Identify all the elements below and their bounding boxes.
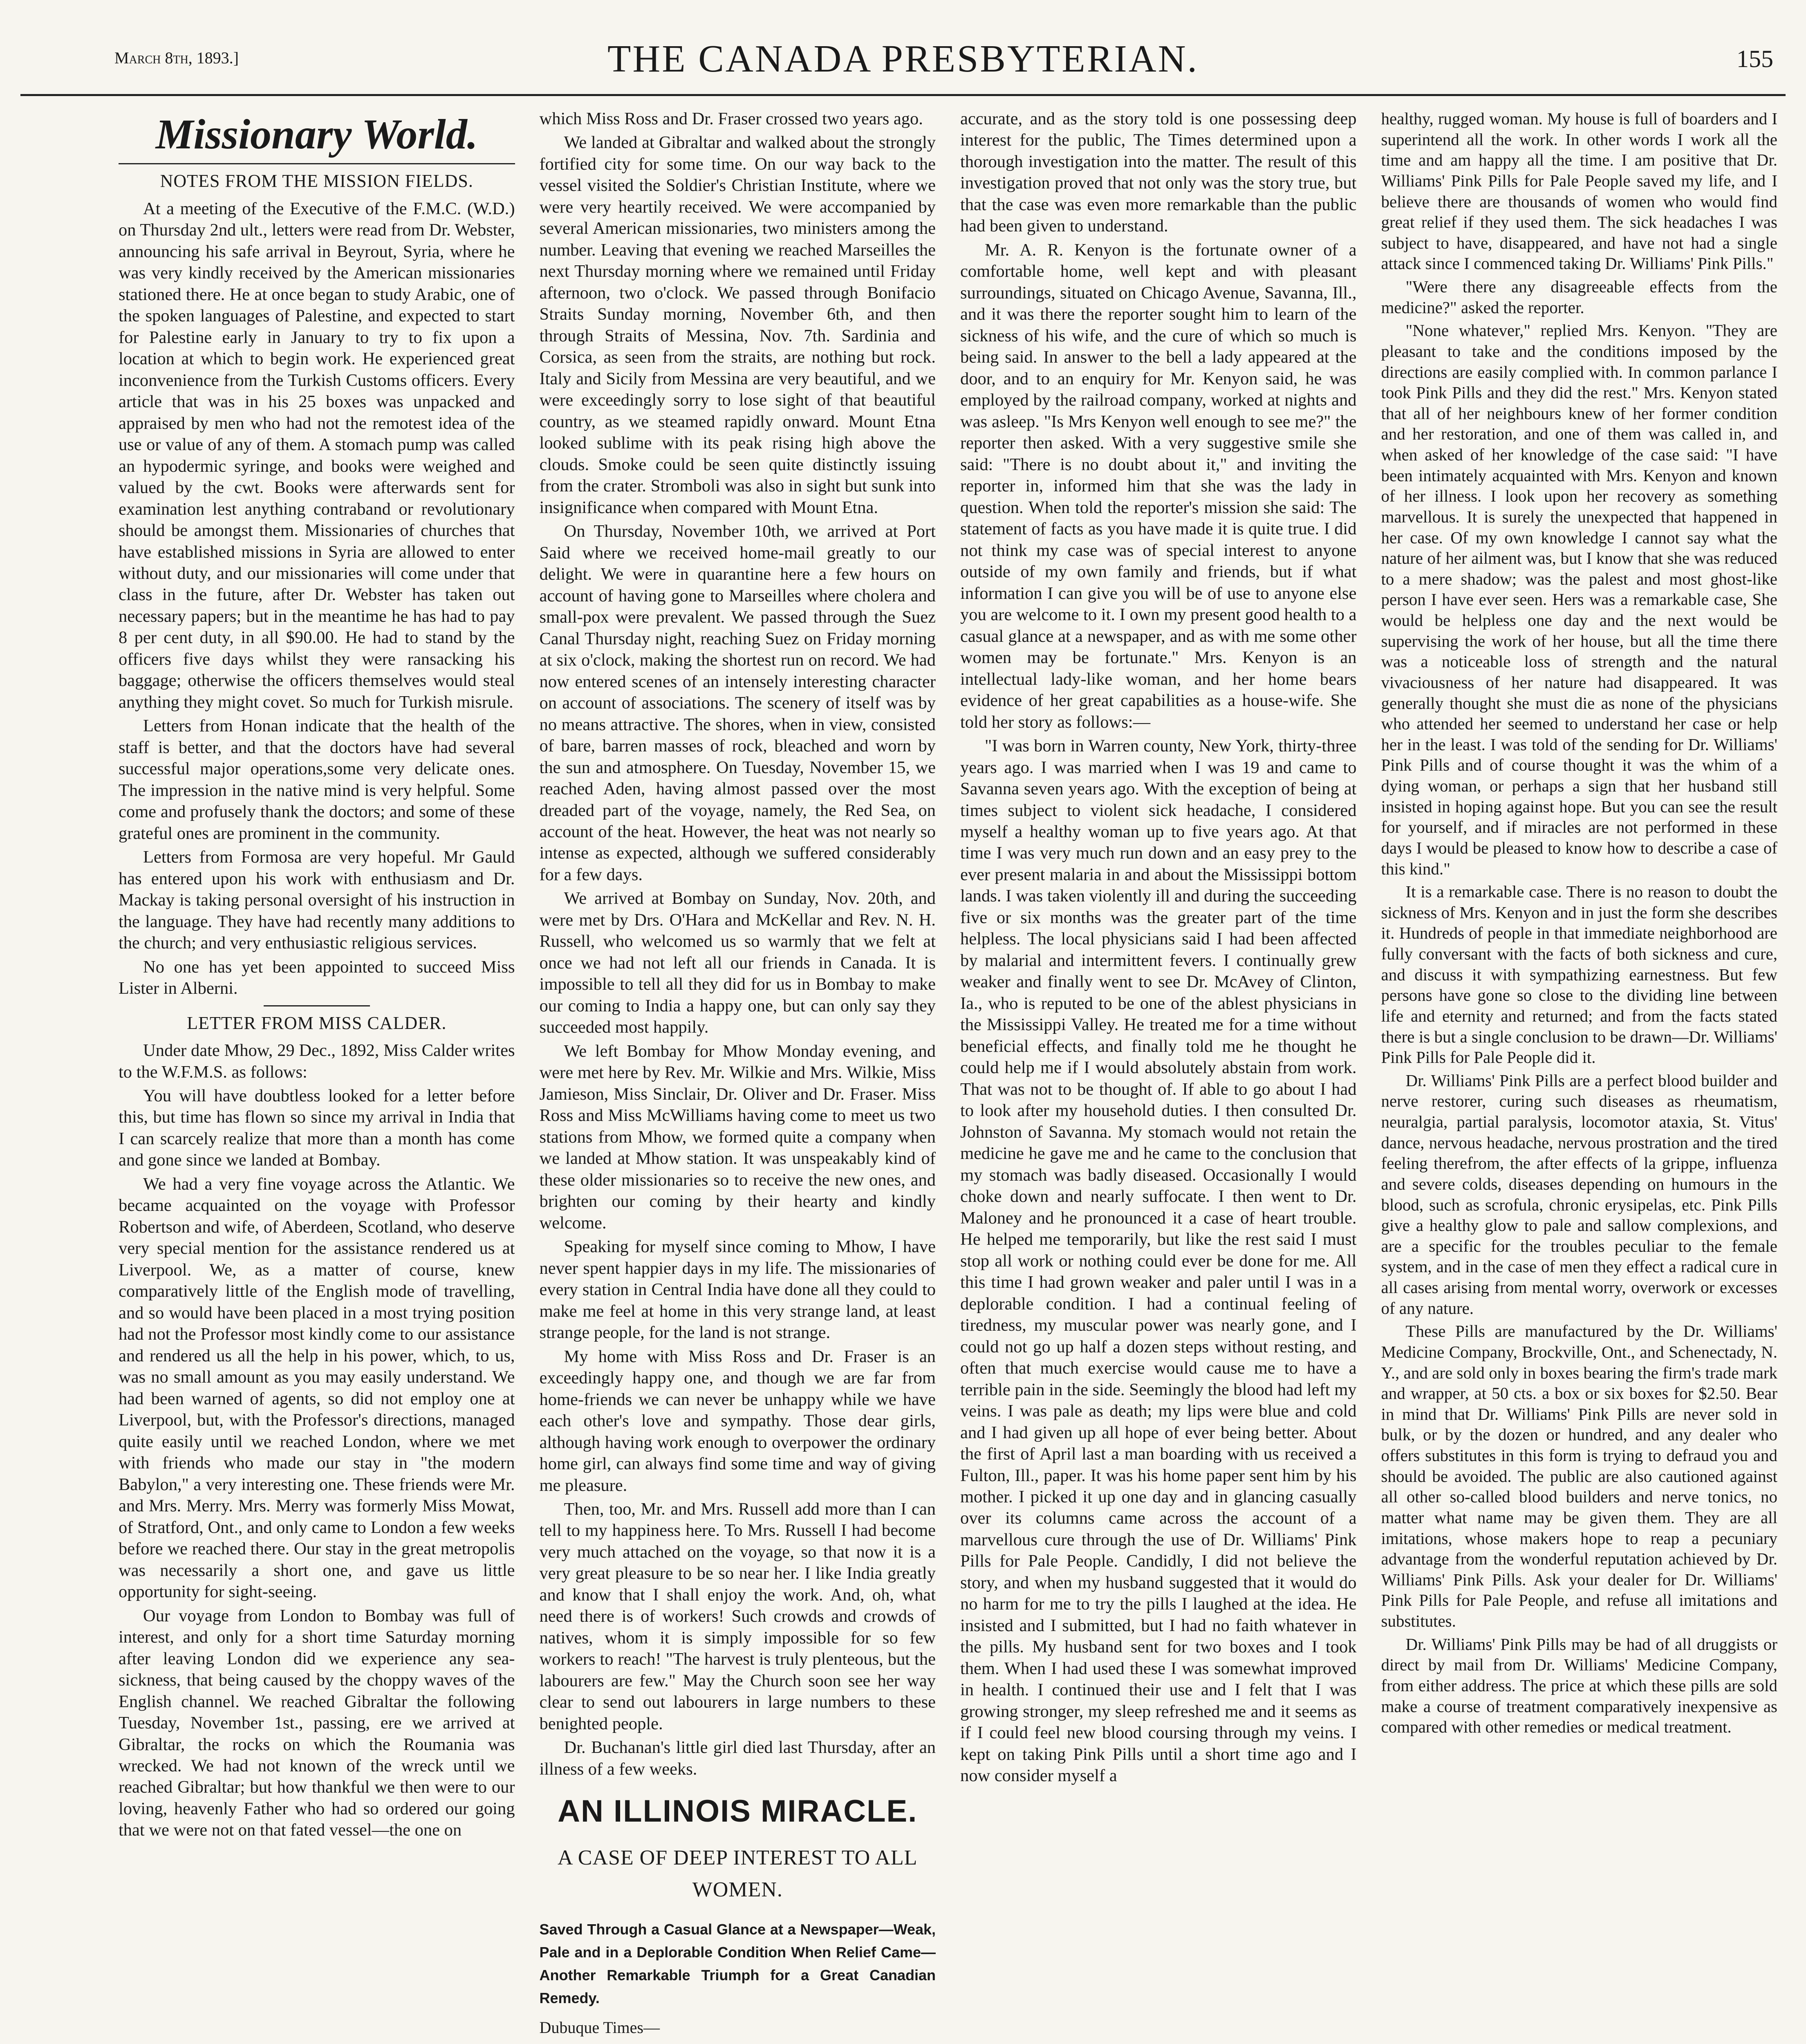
paragraph: Mr. A. R. Kenyon is the fortunate owner of a comfortable home, well kept and with pleasant surroundings, situated on Chicago Avenue, Savanna, Ill., and it was there the reporter sought him to learn of the sickness of his wife, and the cure of which so much is being said. In answer to the bell a lady appeared at the door, and to an enquiry for Mr. Kenyon said, he was employed by the railroad company, worked at nights and was asleep. "Is Mrs Kenyon well enough to see me?" the reporter then asked. With a very suggestive smile she said: "There is no doubt about it," and inviting the reporter in, informed him that she was the lady in question. When told the reporter's mission she said: The statement of facts as you have made it is quite true. I did not think my case was of special interest to anyone outside of my own family and friends, but if what information I can give you will be of use to anyone else you are welcome to it. I own my present good health to a casual glance at a newspaper, and as with me some other women may be fortunate." Mrs. Kenyon is an intellectual lady-like woman, and her home bears evidence of her great capabilities as a house-wife. She told her story as follows:—: [960, 240, 1357, 732]
article-headline: AN ILLINOIS MIRACLE.: [558, 1794, 918, 1829]
paragraph: Dr. Buchanan's little girl died last Thursday, after an illness of a few weeks.: [539, 1738, 936, 1779]
paragraph: It is a remarkable case. There is no reason to doubt the sickness of Mrs. Kenyon and in just the form she describes it. Hundreds of people in that immediate neighborhood are fully conversant with the facts of both sickness and cure, and discuss it with sympathizing earnestness. But few persons have gone so close to the dividing line between life and eternity and returned; and from the facts stated there is but a single conclusion to be drawn—Dr. Williams' Pink Pills for Pale People did it.: [1381, 882, 1777, 1067]
paragraph: Letters from Honan indicate that the health of the staff is better, and that the doctors have had several successful major operations,some very delicate ones. The impression in the native mind is very helpful. Some come and profusely thank the doctors; and some of these grateful ones are prominent in the community.: [119, 716, 515, 843]
subheading-calder-letter: LETTER FROM MISS CALDER.: [187, 1013, 447, 1033]
column-4: [1381, 108, 1778, 2044]
paragraph: Under date Mhow, 29 Dec., 1892, Miss Calder writes to the W.F.M.S. as follows:: [119, 1041, 515, 1082]
paragraph: No one has yet been appointed to succeed Miss Lister in Alberni.: [119, 957, 515, 998]
paragraph: We arrived at Bombay on Sunday, Nov. 20th, and were met by Drs. O'Hara and McKellar and Rev. N. H. Russell, who welcomed us so warmly that we felt at once we had not left all our friends in Canada. It is impossible to tell all they did for us in Bombay to make our coming to India a happy one, but can only say they succeeded most happily.: [539, 889, 936, 1037]
paragraph: "Were there any disagreeable effects from the medicine?" asked the reporter.: [1381, 277, 1777, 317]
column-2: [540, 108, 936, 2044]
paragraph: Dr. Williams' Pink Pills may be had of all druggists or direct by mail from Dr. Williams' Medicine Company, from either address. The price at which these pills are sold make a course of treatment comparatively inexpensive as compared with other remedies or medical treatment.: [1381, 1634, 1777, 1737]
paragraph: "I was born in Warren county, New York, thirty-three years ago. I was married when I was 19 and came to Savanna seven years ago. With the exception of being at times subject to violent sick headache, I considered myself a healthy woman up to five years ago. At that time I was very much run down and an easy prey to the ever present malaria in and about the Mississippi bottom lands. I was taken violently ill and during the succeeding five or six months was the greater part of the time helpless. The local physicians said I had been affected by malarial and intermittent fevers. I continually grew weaker and finally went to see Dr. McAvey of Clinton, Ia., who is reputed to be one of the ablest physicians in the Mississippi Valley. He treated me for a time without beneficial effects, and finally told me he thought he could help me if I would absolutely abstain from work. That was not to be thought of. If able to go about I had to look after my household duties. I then consulted Dr. Johnston of Savanna. My stomach would not retain the medicine he gave me and he came to the conclusion that my stomach was badly diseased. Occasionally I would choke down and nearly suffocate. I then went to Dr. Maloney and he pronounced it a case of heart trouble. He helped me temporarily, but like the rest said I must stop all work or nothing could ever be done for me. All this time I had grown weaker and paler until I was in a deplorable condition. I had a continual feeling of tiredness, my muscular power was nearly gone, and I could not go up half a dozen steps without resting, and often that much exercise would cause me to have a terrible pain in the side. Seemingly the blood had left my veins. I was pale as death; my lips were blue and cold and I had given up all hope of ever being better. About the first of April last a man boarding with us received a Fulton, Ill., paper. It was his home paper sent him by his mother. I picked it up one day and in glancing casually over its columns came across the account of a marvellous cure through the use of Dr. Williams' Pink Pills for Pale People. Candidly, I did not believe the story, and when my husband suggested that it would do no harm for me to try the pills I laughed at the idea. He insisted and I submitted, but I had no faith whatever in the pills. My husband sent for two boxes and I took them. When I had used these I was somewhat improved in health. I continued their use and I felt that I was growing stronger, my sleep refreshed me and it seems as if I could feel new blood coursing through my veins. I kept on taking Pink Pills until a short time ago and I now consider myself a: [960, 736, 1357, 1786]
paragraph: We left Bombay for Mhow Monday evening, and were met here by Rev. Mr. Wilkie and Mrs. Wilkie, Miss Jamieson, Miss Sinclair, Dr. Oliver and Dr. Fraser. Miss Ross and Miss McWilliams having come to meet us two stations from Mhow, we formed quite a company when we landed at Mhow station. It was unspeakably kind of these older missionaries so to receive the new ones, and brighten our coming by their hearty and kindly welcome.: [539, 1041, 936, 1233]
paragraph: On Thursday, November 10th, we arrived at Port Said where we received home-mail greatly to our delight. We were in quarantine here a few hours on account of having gone to Marseilles where cholera and small-pox were prevalent. We passed through the Suez Canal Thursday night, reaching Suez on Friday morning at six o'clock, making the shortest run on record. We had now entered scenes of an intensely interesting character on account of associations. The scenery of itself was by no means attractive. The shores, when in view, consisted of bare, barren masses of rock, bleached and worn by the sun and atmosphere. On Tuesday, November 15, we reached Aden, having almost passed over the most dreaded part of the voyage, namely, the Red Sea, on account of the heat. However, the heat was not nearly so intense as expected, although we suffered considerably for a few days.: [539, 522, 936, 884]
section-title: Missionary World.: [119, 108, 515, 164]
paragraph: My home with Miss Ross and Dr. Fraser is an exceedingly happy one, and though we are far from home-friends we can never be unhappy while we have each other's love and sympathy. Those dear girls, although having work enough to overpower the ordinary home girl, can always find some time and way of giving me pleasure.: [539, 1347, 936, 1495]
paragraph: Then, too, Mr. and Mrs. Russell add more than I can tell to my happiness here. To Mrs. Russell I had become very much attached on the voyage, so that now it is a very great pleasure to be so near her. I like India greatly and know that I shall enjoy the work. And, oh, what need there is of workers! Such crowds and crowds of natives, whom it is simply impossible for so few workers to reach! "The harvest is truly plenteous, but the labourers are few." May the Church soon see her way clear to send out labourers in large numbers to these benighted people.: [539, 1499, 936, 1733]
column-3: [960, 108, 1357, 2044]
article-dateline: Dubuque Times—: [539, 2018, 660, 2037]
paragraph: You will have doubtless looked for a letter before this, but time has flown so since my arrival in India that I can scarcely realize that more than a month has come and gone since we landed at Bombay.: [119, 1086, 515, 1170]
page-number: 155: [1737, 45, 1773, 72]
paragraph: Our voyage from London to Bombay was full of interest, and only for a short time Saturday morning after leaving London did we experience any sea-sickness, that being caused by the choppy waves of the English channel. We reached Gibraltar the following Tuesday, November 1st., passing, ere we arrived at Gibraltar, the rocks on which the Roumania was wrecked. We had not known of the wreck until we reached Gibraltar; but how thankful we then were to our loving, heavenly Father who had so ordered our going that we were not on that fated vessel—the one on: [119, 1606, 515, 1840]
paragraph: We landed at Gibraltar and walked about the strongly fortified city for some time. On our way back to the vessel visited the Soldier's Christian Institute, where we were very heartily received. We were accompanied by several American missionaries, two ministers among the number. Leaving that evening we reached Marseilles the next Thursday morning where we remained until Friday afternoon, two o'clock. We passed through Bonifacio Straits Sunday morning, November 6th, and then through Straits of Messina, Nov. 7th. Sardinia and Corsica, as seen from the straits, are nothing but rock. Italy and Sicily from Messina are very beautiful, and we were exceedingly sorry to lose sight of that beautiful country, as we steamed rapidly onward. Mount Etna looked sublime with its peak rising high above the clouds. Smoke could be seen quite distinctly issuing from the crater. Stromboli was also in sight but sunk into insignificance when compared with Mount Etna.: [539, 133, 936, 517]
paragraph: At a meeting of the Executive of the F.M.C. (W.D.) on Thursday 2nd ult., letters were read from Dr. Webster, announcing his safe arrival in Beyrout, Syria, where he was very kindly received by the American missionaries stationed there. He at once began to study Arabic, one of the spoken languages of Palestine, and expected to start for Palestine early in January to try to fix upon a location at which to begin work. He experienced great inconvenience from the Turkish Customs officers. Every article that was in his 25 boxes was unpacked and appraised by men who had not the remotest idea of the use or value of any of them. A stomach pump was called an hypodermic syringe, and books were weighed and valued by the cwt. Books were afterwards sent for examination lest anything contraband or revolutionary should be amongst them. Missionaries of churches that have established missions in Syria are allowed to enter without duty, and our missionaries will come under that class in the future, after Dr. Webster has taken out necessary papers; but in the meantime he has had to pay 8 per cent duty, in all $90.00. He had to stand by the officers five days whilst they were ransacking his baggage; otherwise the officers themselves would steal anything they might covet. So much for Turkish misrule.: [119, 199, 515, 712]
issue-date: March 8th, 1893.]: [114, 49, 239, 67]
paragraph: We had a very fine voyage across the Atlantic. We became acquainted on the voyage with Professor Robertson and wife, of Aberdeen, Scotland, who deserve very special mention for the assistance rendered us at Liverpool. We, as a matter of course, knew comparatively little of the English mode of travelling, and so would have been placed in a most trying position had not the Professor most kindly come to our assistance and rendered us all the help in his power, which, to us, was no small amount as you may easily understand. We had been warned of agents, so did not employ one at Liverpool, but, with the Professor's directions, managed quite easily until we reached London, where we met with friends who made our stay in "the modern Babylon," a very interesting one. These friends were Mr. and Mrs. Merry. Mrs. Merry was formerly Miss Mowat, of Stratford, Ont., and only came to London a few weeks before we reached there. Our stay in the great metropolis was necessarily a short one, and gave us little opportunity for sight-seeing.: [119, 1174, 515, 1602]
article-columns: [20, 108, 1786, 2044]
divider: [264, 1005, 370, 1006]
column-1: [119, 108, 515, 2044]
paragraph: which Miss Ross and Dr. Fraser crossed two years ago.: [539, 109, 923, 128]
subheading-mission-notes: NOTES FROM THE MISSION FIELDS.: [160, 171, 473, 191]
paragraph: Speaking for myself since coming to Mhow, I have never spent happier days in my life. The missionaries of every station in Central India have done all they could to make me feel at home in this very strange land, at least strange people, for the land is not strange.: [539, 1237, 936, 1342]
article-summary: Saved Through a Casual Glance at a Newspaper—Weak, Pale and in a Deplorable Condition When Relief Came—Another Remarkable Triumph for a Great Canadian Remedy.: [539, 1921, 936, 2006]
paragraph: Letters from Formosa are very hopeful. Mr Gauld has entered upon his work with enthusiasm and Dr. Mackay is taking personal oversight of his instruction in the language. They have had recently many additions to the church; and very enthusiastic religious services.: [119, 847, 515, 953]
paragraph: Dr. Williams' Pink Pills are a perfect blood builder and nerve restorer, curing such diseases as rheumatism, neuralgia, partial paralysis, locomotor ataxia, St. Vitus' dance, nervous headache, nervous prostration and the tired feeling therefrom, the after effects of la grippe, influenza and severe colds, diseases depending on humours in the blood, such as scrofula, chronic erysipelas, etc. Pink Pills give a healthy glow to pale and sallow complexions, and are a specific for the troubles peculiar to the female system, and in the case of men they effect a radical cure in all cases arising from mental worry, overwork or excesses of any nature.: [1381, 1071, 1777, 1318]
paragraph: "None whatever," replied Mrs. Kenyon. "They are pleasant to take and the conditions imposed by the directions are easily complied with. In common parlance I took Pink Pills and they did the rest." Mrs. Kenyon stated that all of her neighbours knew of her former condition and her restoration, and one of them was called in, and when asked of her knowledge of the case said: "I have been intimately acquainted with Mrs. Kenyon and known of her illness. I look upon her recovery as something marvellous. It is surely the unexpected that happened in her case. Of my own knowledge I cannot say what the nature of her ailment was, but I know that she was reduced to a mere shadow; was the palest and most ghost-like person I have ever seen. Hers was a remarkable case, She would be helpless one day and the next would be supervising the work of her house, but all the time there was a noticeable loss of strength and the natural vivaciousness of her nature had disappeared. It was generally thought she must die as none of the physicians who attended her seemed to understand her case or help her in the least. I was told of the sending for Dr. Williams' Pink Pills and of course thought it was the whim of a dying woman, or perhaps a sign that her husband still insisted in hoping against hope. But you can see the result for yourself, and if miracles are not performed in these days I would be pleased to know how to describe a case of this kind.": [1381, 321, 1777, 878]
masthead-title: THE CANADA PRESBYTERIAN.: [607, 38, 1199, 80]
paragraph: accurate, and as the story told is one possessing deep interest for the public, The Times determined upon a thorough investigation into the matter. The result of this investigation proved that not only was the story true, but that the case was even more remarkable than the public had been given to understand.: [960, 109, 1357, 236]
article-deck: A CASE OF DEEP INTEREST TO ALL WOMEN.: [558, 1846, 918, 1902]
paragraph: healthy, rugged woman. My house is full of boarders and I superintend all the work. In other words I work all the time and am happy all the time. I am positive that Dr. Williams' Pink Pills for Pale People saved my life, and I believe there are thousands of women who would find great relief if they used them. The sick headaches I was subject to have, disappeared, and have not had a single attack since I commenced taking Dr. Williams' Pink Pills.": [1381, 109, 1777, 273]
paragraph: These Pills are manufactured by the Dr. Williams' Medicine Company, Brockville, Ont., and Schenectady, N. Y., and are sold only in boxes bearing the firm's trade mark and wrapper, at 50 cts. a box or six boxes for $2.50. Bear in mind that Dr. Williams' Pink Pills are never sold in bulk, or by the dozen or hundred, and any dealer who offers substitutes in this form is trying to defraud you and should be avoided. The public are also cautioned against all other so-called blood builders and nerve tonics, no matter what name may be given them. They are all imitations, whose makers hope to reap a pecuniary advantage from the wonderful reputation achieved by Dr. Williams' Pink Pills. Ask your dealer for Dr. Williams' Pink Pills for Pale People, and refuse all imitations and substitutes.: [1381, 1322, 1777, 1630]
page-header: [20, 37, 1786, 96]
